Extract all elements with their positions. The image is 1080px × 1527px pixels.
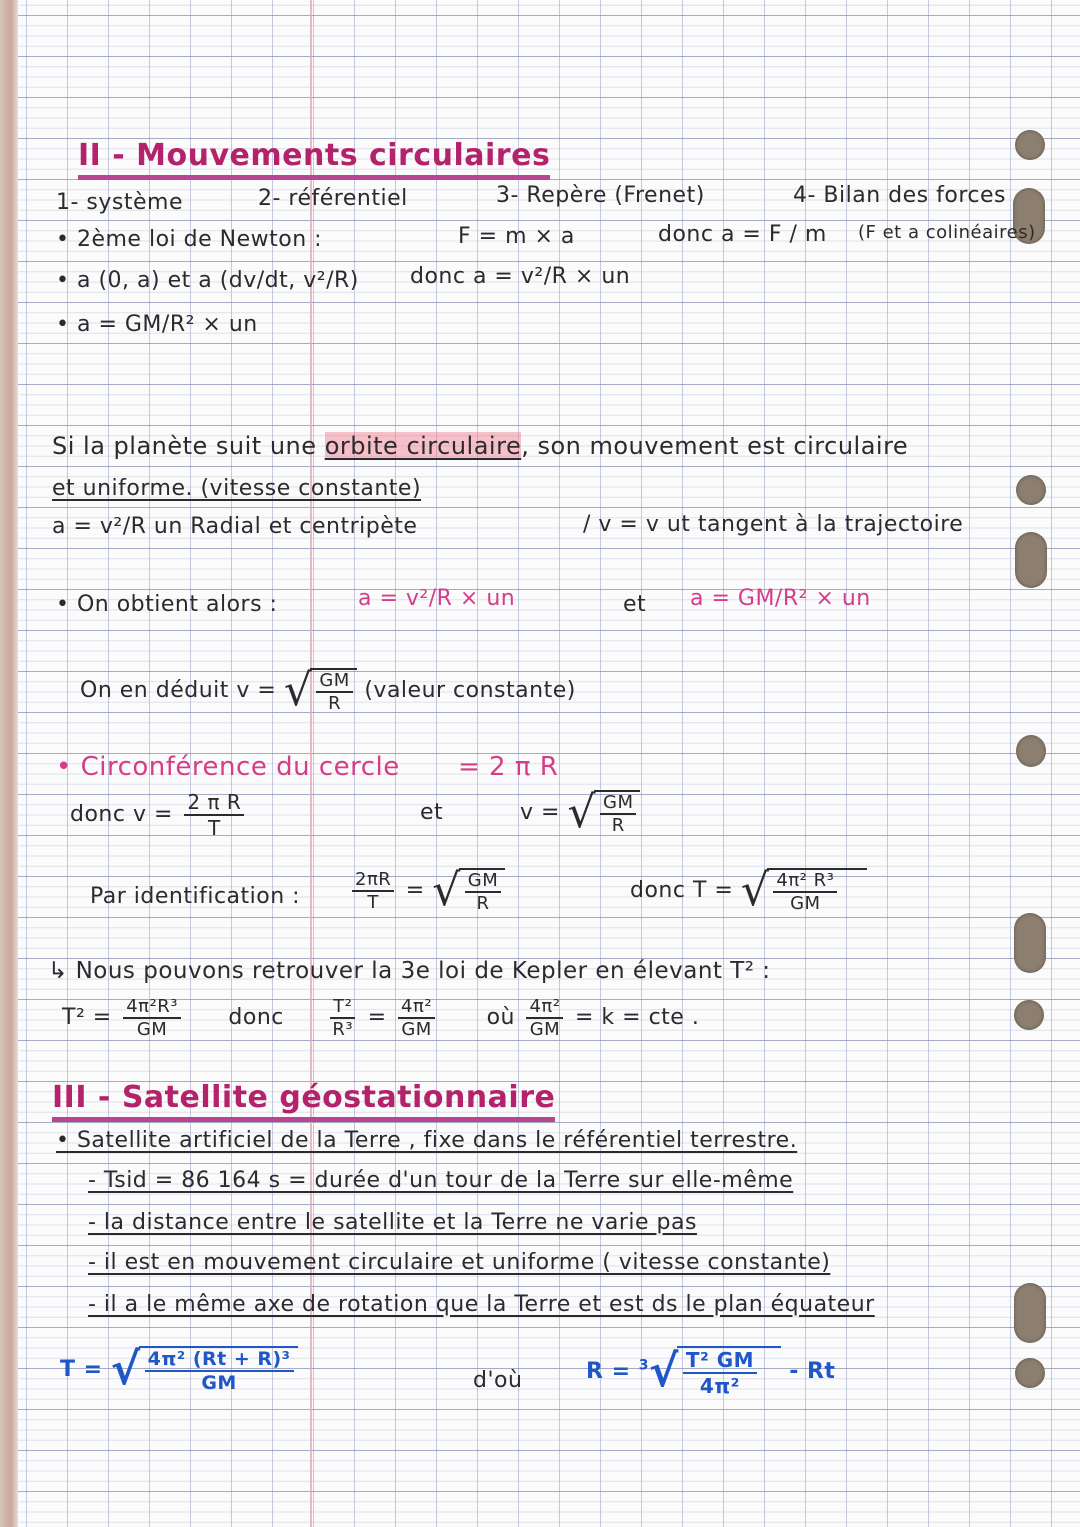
cube-root-index: 3 [638,1357,649,1374]
circumference-label: • Circonférence du cercle [56,752,400,782]
frac-den: GM [201,1372,237,1394]
binder-hole [1014,913,1046,973]
binder-hole [1015,1358,1045,1388]
frac-num: 4π² (Rt + R)³ [145,1348,294,1372]
frac-num: 2πR [352,869,394,892]
step-systeme: 1- système [56,190,183,215]
frac-den: R [328,693,342,714]
obtient-eq-2: a = GM/R² × un [690,586,871,611]
orbit-tangent: / v = v ut tangent à la trajectoire [583,512,964,537]
acceleration-coords: • a (0, a) et a (dv/dt, v²/R) [56,268,359,293]
frac-k [526,996,563,1040]
sqrt-gm-over-r: √ $\frac{GM}{R}$ [432,868,505,914]
identification-eq: $\frac{2\pi R}{T}$ = √ $\frac{GM}{R}$ [348,868,505,914]
sqrt-gm-over-r: √ $\frac{GM}{R}$ [567,790,640,836]
frac-2pir-over-t [184,790,244,840]
frac-num: GM [600,792,636,815]
period-formula [630,865,867,916]
frac-num: 2 π R [184,790,244,816]
circumference-donc-v [70,790,248,840]
kepler-equations: T² = $\frac{\text{4π²R³}}{GM}$ donc $\frac{\text{T²}}{\text{R³}}$ = $\frac{\text{4π²}}{GM}$ où $\frac{\text{4π²}}{GM}$ = k = cte . [62,996,700,1040]
orbit-radial: a = v²/R un Radial et centripète [52,514,418,539]
newton-label: • 2ème loi de Newton : [56,227,323,252]
orbit-text-end: , son mouvement est circulaire [521,432,909,460]
newton-colinear-note: (F et a colinéaires) [858,222,1036,243]
circumference-eq: = 2 π R [458,752,559,782]
frac-num: 4π²R³ [123,996,181,1019]
frac-num: GM [465,870,501,893]
frac-num: T² GM [683,1348,757,1374]
frac-den: GM [790,893,821,914]
circumference-v-sqrt [520,787,640,838]
cube-root: √ $\frac{\text{T² GM}}{\text{4π²}}$ [649,1346,781,1398]
frac-num: GM [316,670,352,693]
frac-den: T [207,816,221,840]
satellite-item: - Tsid = 86 164 s = durée d'un tour de la Terre sur elle-même [88,1168,794,1193]
frac-den: R³ [332,1019,354,1040]
binder-hole [1016,735,1046,767]
frac-num: 4π² [398,996,435,1019]
satellite-bullet: • Satellite artificiel de la Terre , fixe dans le référentiel terrestre. [56,1128,798,1153]
orbit-line-1 [52,432,908,460]
frac-den: T [367,892,379,913]
frac-4pi2-over-gm [398,996,435,1040]
sqrt-period: √ $\frac{\text{4π² R³}}{GM}$ [741,868,868,914]
kepler-line: ↳ Nous pouvons retrouver la 3e loi de Kepler en élevant T² : [48,958,771,984]
donc-v-label: donc v = [70,802,173,827]
satellite-item: - il est en mouvement circulaire et uniforme ( vitesse constante) [88,1250,831,1275]
binder-hole [1014,1000,1044,1030]
binder-hole [1014,1283,1046,1343]
newton-equation: F = m × a [458,224,575,249]
frac-2pir-over-t [352,869,394,913]
r-eq-label: R = [586,1359,631,1384]
donc-t-label: donc T = [630,878,734,903]
frac-den: R [611,815,625,836]
satellite-item: - il a le même axe de rotation que la Terre et est ds le plan équateur [88,1292,875,1317]
paper-edge [0,0,18,1527]
frac-den: GM [136,1019,168,1040]
t2-label: T² = [62,1005,112,1030]
obtient-et: et [623,592,647,617]
frac-t2-over-r3 [329,996,356,1040]
obtient-label: • On obtient alors : [56,592,278,617]
frac-t2 [123,996,181,1040]
step-referentiel: 2- référentiel [258,186,408,211]
frac-den: R [476,893,490,914]
orbit-line-2: et uniforme. (vitesse constante) [52,476,422,501]
identification-label: Par identification : [90,884,301,909]
step-bilan-forces: 4- Bilan des forces [793,183,1006,208]
orbit-highlight: orbite circulaire [324,432,522,460]
deduit-note: (valeur constante) [364,678,576,703]
deduit-line [80,665,576,716]
notebook-page [18,0,1080,1527]
frac-den: GM [401,1019,432,1040]
satellite-radius-formula [586,1346,835,1398]
kepler-donc: donc [228,1005,284,1030]
kepler-ou: où [486,1005,515,1030]
gravitation-acceleration: • a = GM/R² × un [56,312,258,337]
circumference-et: et [420,800,444,825]
satellite-dou: d'où [473,1368,523,1393]
binder-hole [1015,130,1045,160]
sqrt-gm-over-r: √ $\frac{GM}{R}$ [284,668,357,714]
satellite-period-formula [60,1346,298,1394]
satellite-item: - la distance entre le satellite et la Terre ne varie pas [88,1210,697,1235]
binder-hole [1015,532,1047,588]
sqrt-satellite-period: √ $\frac{\text{4π² (Rt + R)³}}{GM}$ [111,1346,298,1394]
step-repere: 3- Repère (Frenet) [496,183,705,208]
frac-den: GM [529,1019,561,1040]
frac-num: 4π² R³ [773,870,837,893]
t-eq-label: T = [60,1357,103,1382]
frac-den: 4π² [699,1374,740,1398]
binder-hole [1016,475,1046,505]
v-eq-label: v = [520,800,560,825]
obtient-eq-1: a = v²/R × un [358,586,516,611]
section-title-mouvements-circulaires: II - Mouvements circulaires [78,138,550,180]
newton-donc: donc a = F / m [658,222,827,247]
minus-rt: - Rt [789,1359,836,1384]
section-title-satellite-geostationnaire: III - Satellite géostationnaire [52,1080,555,1122]
frac-num: T² [330,996,355,1019]
orbit-text: Si la planète suit une [52,432,317,460]
frac-num: 4π² [526,996,563,1019]
kepler-constant: = k = cte . [574,1005,700,1030]
deduit-label: On en déduit v = [80,678,277,703]
acceleration-donc: donc a = v²/R × un [410,264,631,289]
